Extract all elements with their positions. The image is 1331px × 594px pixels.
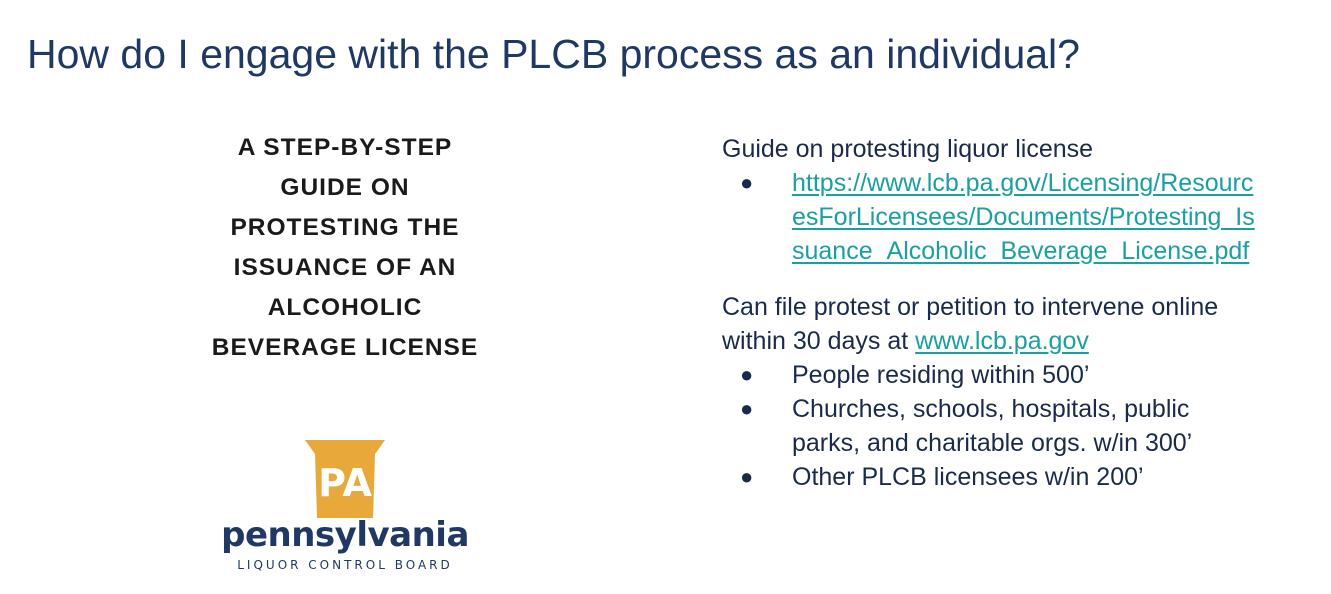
- bullet-icon: ●: [740, 396, 754, 421]
- guide-url-list: [722, 166, 1322, 268]
- list-item: [722, 358, 1322, 392]
- guide-cover-line: PROTESTING THE: [230, 214, 460, 241]
- list-item: [722, 166, 1322, 268]
- list-item-text: Other PLCB licensees w/in 200’: [792, 463, 1144, 491]
- file-protest-text: [722, 290, 1322, 358]
- file-protest-prefix: within 30 days at: [722, 327, 916, 355]
- bullet-icon: ●: [740, 362, 754, 387]
- guide-pdf-link[interactable]: [792, 166, 1322, 268]
- list-item-text: Churches, schools, hospitals, public: [792, 395, 1190, 423]
- content-column: [722, 132, 1322, 494]
- link-line: suance_Alcoholic_Beverage_License.pdf: [792, 237, 1250, 265]
- slide-title: How do I engage with the PLCB process as an individual?: [27, 31, 1080, 77]
- bullet-icon: ●: [740, 464, 754, 489]
- logo-wordmark: pennsylvania: [221, 515, 469, 555]
- keystone-icon: [303, 440, 387, 518]
- lcb-website-link[interactable]: www.lcb.pa.gov: [915, 327, 1089, 355]
- link-line: https://www.lcb.pa.gov/Licensing/Resourc: [792, 169, 1254, 197]
- list-item: [722, 460, 1322, 494]
- guide-cover-line: ISSUANCE OF AN: [233, 254, 457, 281]
- logo-subtitle: LIQUOR CONTROL BOARD: [237, 558, 453, 572]
- list-item: [722, 392, 1322, 460]
- guide-cover-image: [175, 128, 515, 368]
- list-item-text: People residing within 500’: [792, 361, 1090, 389]
- list-item-text: parks, and charitable orgs. w/in 300’: [792, 429, 1193, 457]
- file-protest-line: Can file protest or petition to intervene online: [722, 293, 1219, 321]
- eligible-parties-list: [722, 358, 1322, 494]
- link-line: esForLicensees/Documents/Protesting_Is: [792, 203, 1255, 231]
- guide-cover-line: ALCOHOLIC: [267, 294, 423, 321]
- guide-heading: Guide on protesting liquor license: [722, 135, 1094, 163]
- bullet-icon: ●: [740, 170, 754, 195]
- guide-cover-line: A STEP-BY-STEP: [237, 134, 453, 161]
- plcb-logo: [220, 440, 470, 575]
- guide-cover-line: BEVERAGE LICENSE: [211, 334, 479, 361]
- logo-badge-text: PA: [318, 461, 372, 505]
- guide-cover-line: GUIDE ON: [280, 174, 410, 201]
